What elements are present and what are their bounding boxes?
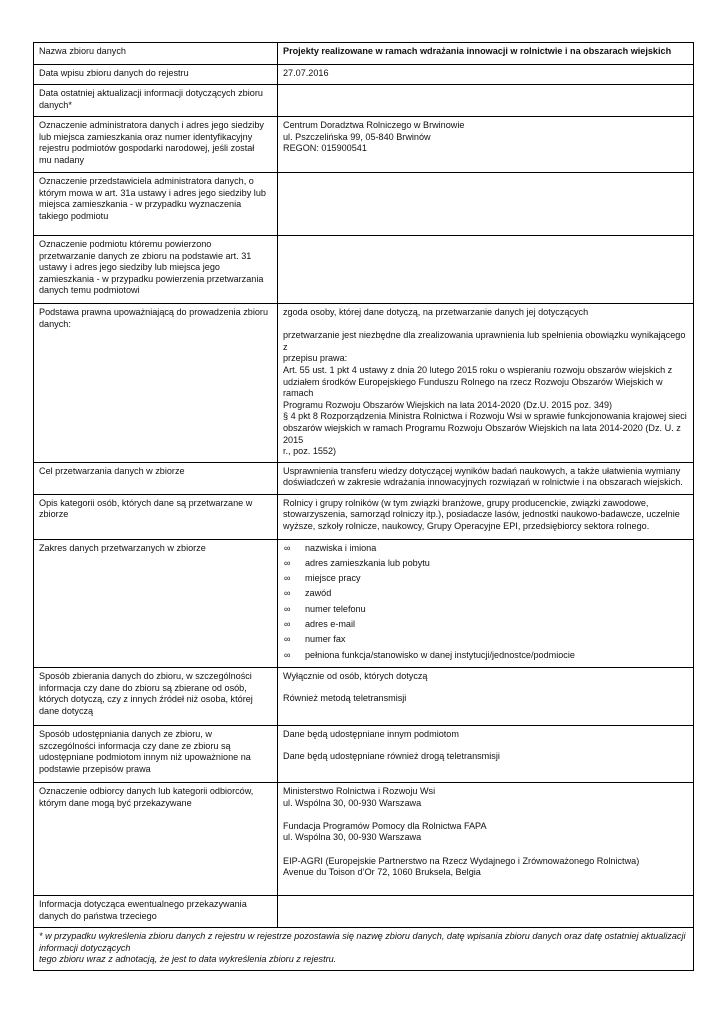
- row-purpose: [34, 462, 694, 494]
- infinity-bullet-icon: ∞: [284, 649, 291, 660]
- label-text: Nazwa zbioru danych: [39, 46, 126, 56]
- recipient-name: EIP-AGRI (Europejskie Partnerstwo na Rzecz Wydajnego i Zrównoważonego Rolnictwa): [283, 855, 640, 866]
- legal-line: Programu Rozwoju Obszarów Wiejskich na lata 2014-2020 (Dz.U. 2015 poz. 349): [283, 399, 613, 410]
- infinity-bullet-icon: ∞: [284, 619, 291, 630]
- list-item: [283, 602, 688, 617]
- label-line: Data ostatniej aktualizacji informacji dotyczących zbioru: [39, 88, 263, 98]
- infinity-bullet-icon: ∞: [284, 634, 291, 645]
- row-disclosure: [34, 726, 694, 783]
- value-last-update: [278, 85, 694, 117]
- purpose-line: doświadczeń w zakresie wdrażania innowacyjnych rozwiązań w rolnictwie i na obszarach wiejskich.: [283, 477, 683, 488]
- row-representative: [34, 173, 694, 236]
- label-purpose: [34, 462, 278, 494]
- scope-list: [283, 541, 688, 663]
- label-collection: [34, 668, 278, 726]
- label-line: przetwarzanie danych ze zbioru na podstawie art. 31: [39, 250, 252, 261]
- footnote: [34, 928, 694, 971]
- label-administrator: [34, 117, 278, 173]
- label-line: Zakres danych przetwarzanych w zbiorze: [39, 542, 206, 553]
- row-entry-date: [34, 65, 694, 85]
- categories-line: Rolnicy i grupy rolników (w tym związki branżowe, grupy producenckie, związki zawodowe,: [283, 497, 649, 508]
- label-third-country: [34, 896, 278, 928]
- label-line: Informacja dotycząca ewentualnego przekazywania: [39, 899, 247, 910]
- row-scope: [34, 539, 694, 667]
- recipient-name: Fundacja Programów Pomocy dla Rolnictwa FAPA: [283, 820, 487, 831]
- legal-line: § 4 pkt 8 Rozporządzenia Ministra Rolnictwa i Rozwoju Wsi w sprawie funkcjonowania krajowej sieci: [283, 411, 687, 422]
- label-line: których dotyczą, czy z innych źródeł niż osoba, której: [39, 694, 253, 705]
- label-line: Oznaczenie odbiorcy danych lub kategorii odbiorców,: [39, 786, 254, 797]
- list-item-text: zawód: [305, 588, 332, 599]
- collection-source: Wyłącznie od osób, których dotyczą: [283, 671, 428, 682]
- list-item: [283, 571, 688, 586]
- footnote-line: tego zbioru wraz z adnotacją, że jest to data wykreślenia zbioru z rejestru.: [39, 954, 337, 965]
- label-categories: [34, 494, 278, 539]
- label-line: miejsca zamieszkania - w przypadku wyznaczenia: [39, 199, 242, 210]
- value-scope: [278, 539, 694, 667]
- label-last-update: [34, 85, 278, 117]
- label-recipients: [34, 783, 278, 896]
- label-line: szczególności informacja czy dane ze zbioru są: [39, 740, 231, 751]
- label-line: informacja czy dane do zbioru są zbierane od osób,: [39, 682, 247, 693]
- label-line: Oznaczenie administratora danych i adres jego siedziby: [39, 120, 264, 130]
- entry-date: 27.07.2016: [283, 68, 329, 78]
- registry-form: [33, 42, 693, 971]
- row-processor: [34, 236, 694, 304]
- infinity-bullet-icon: ∞: [284, 588, 291, 599]
- dataset-title: Projekty realizowane w ramach wdrażania innowacji w rolnictwie i na obszarach wiejskich: [283, 46, 672, 56]
- infinity-bullet-icon: ∞: [284, 542, 291, 553]
- admin-regon: REGON: 015900541: [283, 143, 367, 154]
- footnote-line: * w przypadku wykreślenia zbioru danych z rejestru w rejestrze pozostawia się nazwę zbioru danych, datę wpisania zbioru danych oraz datę ostatniej aktualizacji informacji dotyczących: [39, 931, 686, 953]
- list-item: [283, 541, 688, 556]
- consent-basis: zgoda osoby, której dane dotyczą, na przetwarzanie danych jej dotyczących: [283, 307, 589, 317]
- label-processor: [34, 236, 278, 304]
- infinity-bullet-icon: ∞: [284, 557, 291, 568]
- label-text: Data wpisu zbioru danych do rejestru: [39, 68, 189, 78]
- label-line: którym dane mogą być przekazywane: [39, 797, 192, 808]
- label-line: takiego podmiotu: [39, 210, 109, 221]
- label-line: ustawy i adres jego siedziby lub miejsca jego: [39, 262, 220, 273]
- row-collection: [34, 668, 694, 726]
- recipient-address: Avenue du Toison d’Or 72, 1060 Bruksela, Belgia: [283, 867, 481, 878]
- registry-table: [33, 42, 694, 971]
- row-categories: [34, 494, 694, 539]
- legal-line: udziałem środków Europejskiego Funduszu Rolnego na rzecz Rozwoju Obszarów Wiejskich w ramach: [283, 376, 663, 399]
- collection-method: Również metodą teletransmisji: [283, 692, 407, 703]
- purpose-line: Usprawnienia transferu wiedzy dotyczącej wyników badań naukowych, a także ułatwienia wymiany: [283, 465, 681, 476]
- label-line: podstawie przepisów prawa: [39, 763, 151, 774]
- row-administrator: [34, 117, 694, 173]
- value-purpose: [278, 462, 694, 494]
- label-line: mu nadany: [39, 154, 84, 165]
- label-line: danych*: [39, 99, 72, 110]
- recipient-name: Ministerstwo Rolnictwa i Rozwoju Wsi: [283, 786, 436, 797]
- label-line: którym mowa w art. 31a ustawy i adres jego siedziby lub: [39, 187, 266, 198]
- list-item: [283, 556, 688, 571]
- value-dataset-name: [278, 43, 694, 65]
- list-item-text: numer fax: [305, 634, 346, 645]
- list-item-text: numer telefonu: [305, 603, 366, 614]
- value-third-country: [278, 896, 694, 928]
- recipient-address: ul. Wspólna 30, 00-930 Warszawa: [283, 797, 422, 808]
- label-line: danych do państwa trzeciego: [39, 910, 157, 921]
- label-legal-basis: [34, 304, 278, 463]
- label-line: Oznaczenie podmiotu któremu powierzono: [39, 239, 212, 249]
- list-item: [283, 587, 688, 602]
- legal-line: przetwarzanie jest niezbędne dla zrealizowania uprawnienia lub spełnienia obowiązku wynikającego z: [283, 330, 686, 352]
- legal-line: r., poz. 1552): [283, 446, 337, 457]
- value-entry-date: [278, 65, 694, 85]
- label-dataset-name: [34, 43, 278, 65]
- label-line: Oznaczenie przedstawiciela administratora danych, o: [39, 176, 254, 186]
- value-recipients: [278, 783, 694, 896]
- value-legal-basis: [278, 304, 694, 463]
- value-disclosure: [278, 726, 694, 783]
- list-item-text: nazwiska i imiona: [305, 542, 377, 553]
- label-disclosure: [34, 726, 278, 783]
- label-line: dane dotyczą: [39, 705, 94, 716]
- disclosure-other: Dane będą udostępniane innym podmiotom: [283, 729, 459, 740]
- label-line: udostępniane podmiotom innym niż upoważnione na: [39, 752, 251, 763]
- categories-line: stowarzyszenia, samorząd rolniczy itp.), posiadacze lasów, jednostki naukowo-badawcze, uczelnie: [283, 509, 680, 520]
- legal-line: przepisu prawa:: [283, 353, 348, 364]
- legal-line: obszarów wiejskich w ramach Programu Rozwoju Obszarów Wiejskich na lata 2014-2020 (Dz. U. z 2015: [283, 422, 681, 445]
- value-collection: [278, 668, 694, 726]
- value-categories: [278, 494, 694, 539]
- list-item: [283, 648, 688, 663]
- label-line: Podstawa prawna upoważniającą do prowadzenia zbioru: [39, 307, 269, 317]
- legal-line: Art. 55 ust. 1 pkt 4 ustawy z dnia 20 lutego 2015 roku o wspieraniu rozwoju obszarów wiejskich z: [283, 364, 673, 375]
- row-dataset-name: [34, 43, 694, 65]
- list-item-text: miejsce pracy: [305, 573, 361, 584]
- list-item: [283, 617, 688, 632]
- label-line: Opis kategorii osób, których dane są przetwarzane w: [39, 497, 253, 508]
- row-footnote: [34, 928, 694, 971]
- label-representative: [34, 173, 278, 236]
- disclosure-teletransmission: Dane będą udostępniane również drogą teletransmisji: [283, 750, 500, 761]
- label-line: rejestru podmiotów gospodarki narodowej, jeśli został: [39, 143, 255, 154]
- value-administrator: [278, 117, 694, 173]
- row-legal-basis: [34, 304, 694, 463]
- label-line: danych temu podmiotowi: [39, 285, 140, 296]
- admin-name: Centrum Doradztwa Rolniczego w Brwinowie: [283, 120, 465, 130]
- label-entry-date: [34, 65, 278, 85]
- infinity-bullet-icon: ∞: [284, 573, 291, 584]
- label-line: Cel przetwarzania danych w zbiorze: [39, 465, 185, 476]
- label-line: Sposób udostępniania danych ze zbioru, w: [39, 729, 212, 740]
- value-representative: [278, 173, 694, 236]
- row-third-country: [34, 896, 694, 928]
- infinity-bullet-icon: ∞: [284, 603, 291, 614]
- value-processor: [278, 236, 694, 304]
- list-item-text: pełniona funkcja/stanowisko w danej instytucji/jednostce/podmiocie: [305, 649, 575, 660]
- list-item-text: adres e-mail: [305, 619, 356, 630]
- label-line: lub miejsca zamieszkania oraz numer identyfikacyjny: [39, 131, 253, 142]
- label-line: zamieszkania - w przypadku powierzenia przetwarzania: [39, 273, 264, 284]
- label-scope: [34, 539, 278, 667]
- label-line: Sposób zbierania danych do zbioru, w szczególności: [39, 671, 252, 682]
- label-line: danych:: [39, 318, 71, 329]
- list-item-text: adres zamieszkania lub pobytu: [305, 557, 430, 568]
- row-last-update: [34, 85, 694, 117]
- list-item: [283, 633, 688, 648]
- admin-address: ul. Pszczelińska 99, 05-840 Brwinów: [283, 131, 431, 142]
- categories-line: wyższe, szkoły rolnicze, naukowcy, Grupy Operacyjne EPI, przedsiębiorcy sektora rolnego.: [283, 520, 650, 531]
- row-recipients: [34, 783, 694, 896]
- label-line: zbiorze: [39, 509, 69, 520]
- recipient-address: ul. Wspólna 30, 00-930 Warszawa: [283, 832, 422, 843]
